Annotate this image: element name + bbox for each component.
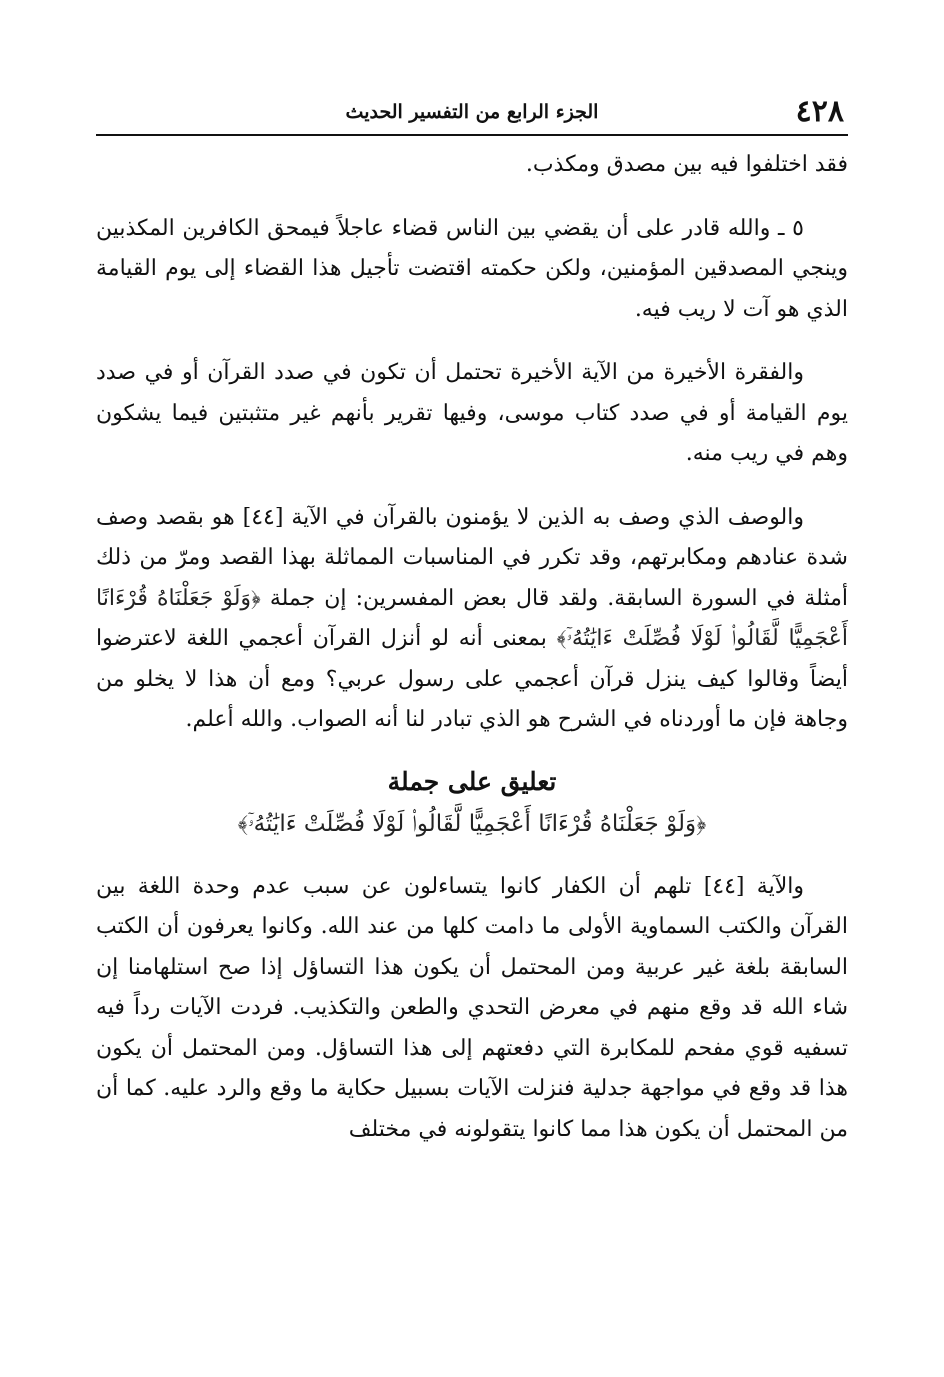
page-body [96,145,848,1150]
header-divider [96,134,848,136]
section-heading: تعليق على جملة [387,766,557,796]
paragraph-4-text-before: والوصف الذي وصف به الذين لا يؤمنون بالقرآن في الآية [٤٤] هو بقصد وصف شدة عنادهم ومكابرتهم، وقد تكرر في المناسبات المماثلة بهذا القصد ومرّ من ذلك أمثلة في السورة السابقة. ولقد قال بعض المفسرين: إن جملة [96,504,848,611]
paragraph-2: ٥ ـ والله قادر على أن يقضي بين الناس قضاء عاجلاً فيمحق الكافرين المكذبين وينجي المصدقين المؤمنين، ولكن حكمته اقتضت تأجيل هذا القضاء إلى يوم القيامة الذي هو آت لا ريب فيه. [96,215,848,322]
section-verse: ﴿وَلَوْ جَعَلْنَاهُ قُرْءَانًا أَعْجَمِيًّا لَّقَالُوا۟ لَوْلَا فُصِّلَتْ ءَايَٰتُهُۥٓ﴾ [237,810,707,837]
page-header [96,92,848,132]
paragraph-4-text-after: بمعنى أنه لو أنزل القرآن أعجمي اللغة لاعترضوا أيضاً وقالوا كيف ينزل قرآن أعجمي على رسول عربي؟ ومع أن هذا لا يخلو من وجاهة فإن ما أوردناه في الشرح هو الذي تبادر لنا أنه الصواب. والله أعلم. [96,626,848,732]
paragraph-3: والفقرة الأخيرة من الآية الأخيرة تحتمل أن تكون في صدد القرآن أو في صدد يوم القيامة أو في صدد كتاب موسى، وفيها تقرير بأنهم غير متثبتين فيما يشكون وهم في ريب منه. [96,360,848,466]
running-title: الجزء الرابع من التفسير الحديث [345,101,599,123]
paragraph-4 [96,498,848,741]
section-gap [96,845,848,867]
paragraph-gap [96,475,848,498]
page-number: ٤٢٨ [795,94,844,129]
paragraph-5: والآية [٤٤] تلهم أن الكفار كانوا يتساءلون عن سبب عدم وحدة اللغة بين القرآن والكتب السماوية الأولى ما دامت كلها من عند الله. وكانوا يعرفون أن الكتب السابقة بلغة غير عربية ومن المحتمل أن يكون هذا التساؤل إذا صح استلهامنا إن شاء الله قد وقع منهم في معرض التحدي والطعن والتكذيب. فردت الآيات رداً فيه تسفيه قوي مفحم للمكابرة التي دفعتهم إلى هذا التساؤل. ومن المحتمل أن يكون هذا قد وقع في مواجهة جدلية فنزلت الآيات بسبيل حكاية ما وقع والرد عليه. كما أن من المحتمل أن يكون هذا مما كانوا يتقولونه في مختلف [96,873,848,1142]
paragraph-gap [96,330,848,353]
paragraph-gap [96,186,848,209]
quran-verse-inline: ﴿وَلَوْ جَعَلْنَاهُ قُرْءَانًا أَعْجَمِيًّا لَّقَالُوا۟ لَوْلَا فُصِّلَتْ ءَايَٰتُهُۥٓ﴾ [96,585,848,651]
paragraph-1: فقد اختلفوا فيه بين مصدق ومكذب. [525,152,848,177]
